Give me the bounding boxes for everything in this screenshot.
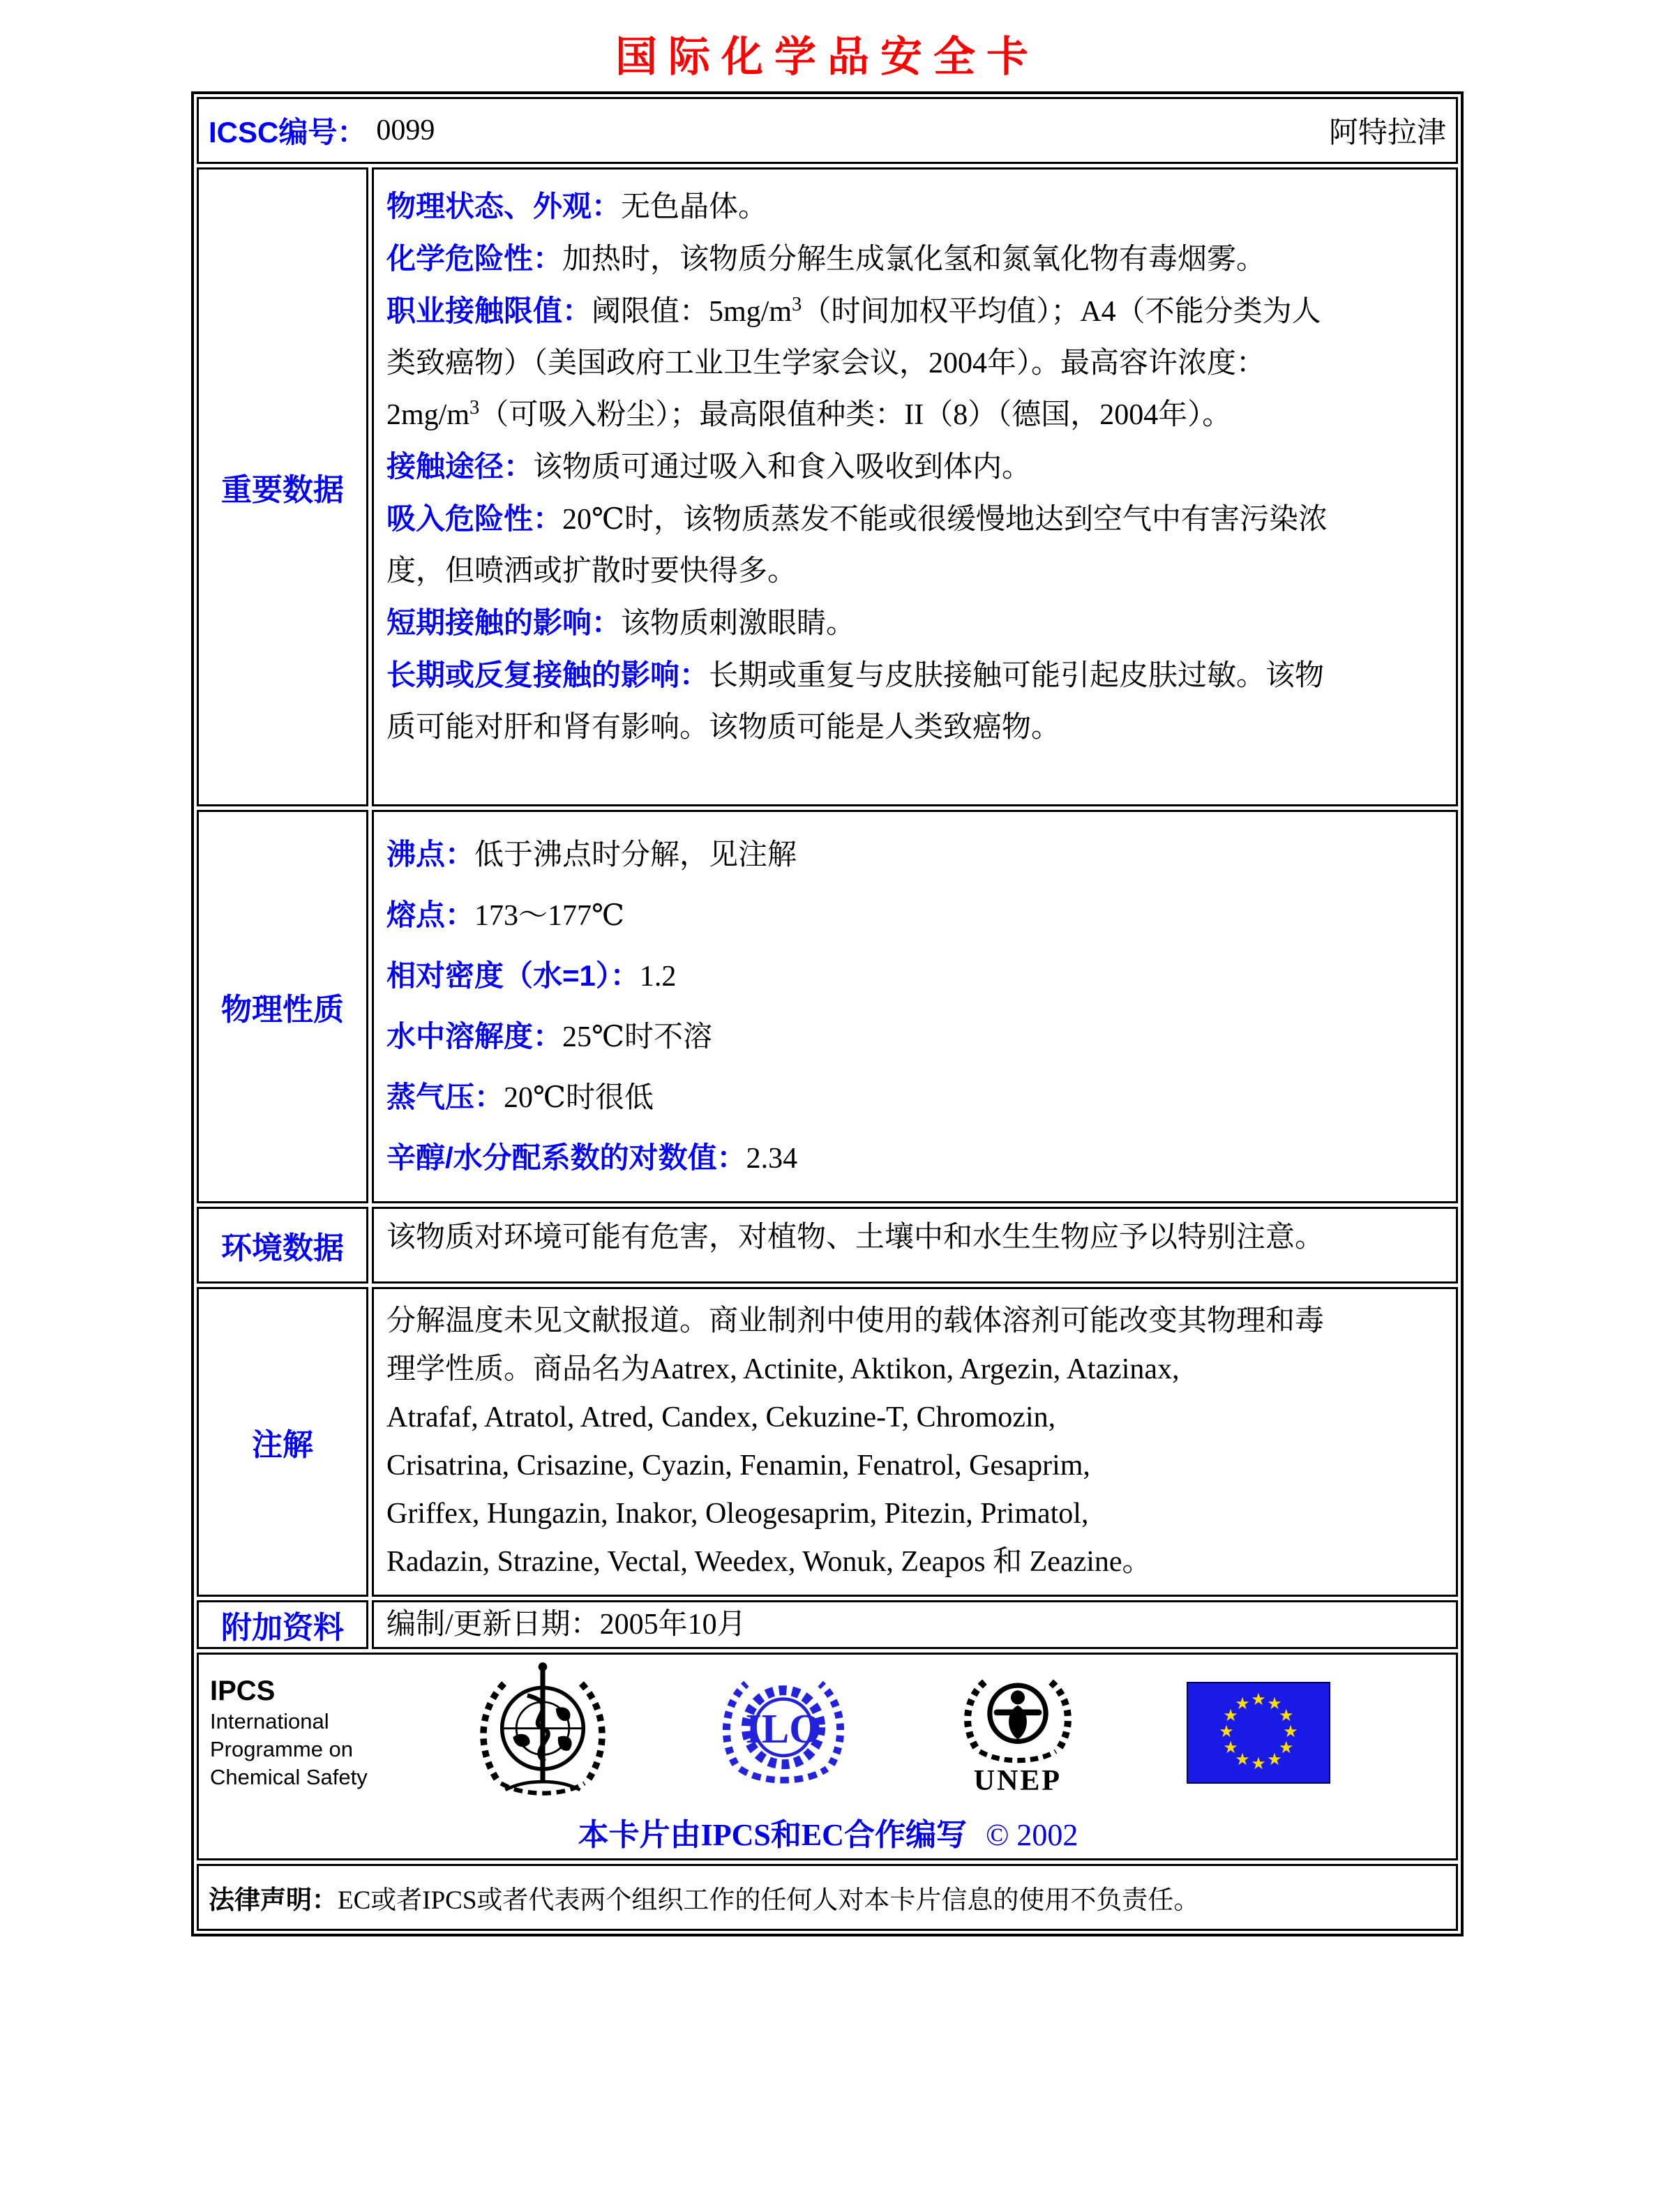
logo-band: [207, 1660, 1449, 1805]
row-label-text: 附加资料: [221, 1611, 344, 1645]
ilo-emblem-icon: [718, 1671, 849, 1795]
row-label-environmental-data: [197, 1207, 368, 1284]
field-label: 职业接触限值：: [386, 294, 592, 327]
row-label-text: 物理性质: [221, 993, 344, 1027]
icsc-card-table: [191, 91, 1464, 1936]
eu-star-icon: ★: [1251, 1755, 1266, 1773]
field-label: 水中溶解度：: [386, 1020, 563, 1053]
copyright-text: © 2002: [985, 1818, 1078, 1852]
row-label-additional-info: [197, 1600, 368, 1649]
logos-row: [197, 1653, 1458, 1860]
ipcs-logo-text: [210, 1674, 368, 1791]
row-label-text: 环境数据: [221, 1231, 344, 1265]
text-line: [386, 1219, 1443, 1256]
who-emblem-icon: [476, 1660, 609, 1805]
field-value: Griffex, Hungazin, Inakor, Oleogesaprim, Pitezin, Primatol,: [386, 1498, 1089, 1530]
ipcs-name-line: Chemical Safety: [210, 1765, 368, 1789]
field-value: Atrafaf, Atratol, Atred, Candex, Cekuzine-T, Chromozin,: [386, 1401, 1056, 1434]
field-value: 20℃时很低: [504, 1082, 654, 1114]
eu-flag-icon: [1187, 1682, 1330, 1784]
eu-star-icon: ★: [1223, 1739, 1238, 1757]
field-label: 相对密度（水=1）：: [386, 959, 640, 992]
text-line: [386, 493, 1443, 546]
text-line: [386, 389, 1443, 441]
eu-star-icon: ★: [1223, 1707, 1238, 1725]
chemical-name: 阿特拉津: [1328, 117, 1446, 149]
field-label: 接触途径：: [386, 450, 534, 483]
additional-info-content: [372, 1600, 1458, 1649]
field-label: 辛醇/水分配系数的对数值：: [386, 1141, 746, 1174]
field-value: 分解温度未见文献报道。商业制剂中使用的载体溶剂可能改变其物理和毒: [386, 1305, 1325, 1337]
page-title: 国际化学品安全卡: [615, 33, 1039, 80]
field-value: 该物质对环境可能有危害，对植物、土壤中和水生生物应予以特别注意。: [386, 1221, 1325, 1254]
text-line: [386, 1394, 1443, 1442]
text-line: [386, 285, 1443, 338]
important-data-content: [372, 167, 1458, 806]
unep-logo: [958, 1669, 1078, 1796]
field-value: Radazin, Strazine, Vectal, Weedex, Wonuk, Zeapos 和 Zeazine。: [386, 1546, 1152, 1578]
text-line: [386, 702, 1443, 753]
eu-star-icon: ★: [1235, 1750, 1250, 1769]
field-value: 低于沸点时分解，见注解: [474, 839, 797, 871]
field-value: 阈限值：$5mg/m^3$（时间加权平均值）；A4（不能分类为人: [592, 294, 1321, 328]
ipcs-name-line: Programme on: [210, 1737, 354, 1761]
ipcs-name-line: International: [210, 1709, 329, 1733]
header-cell: [197, 97, 1458, 164]
text-line: [386, 233, 1443, 285]
row-label-text: 重要数据: [221, 473, 344, 507]
text-line: [386, 649, 1443, 702]
environmental-data-content: [372, 1207, 1458, 1284]
text-line: [386, 181, 1443, 233]
unep-text: UNEP: [973, 1765, 1062, 1797]
eu-star-icon: ★: [1283, 1723, 1298, 1741]
text-line: [386, 1067, 1443, 1128]
field-label: 化学危险性：: [386, 242, 563, 275]
legal-text: EC或者IPCS或者代表两个组织工作的任何人对本卡片信息的使用不负责任。: [338, 1886, 1200, 1915]
field-value: 理学性质。商品名为Aatrex, Actinite, Aktikon, Argezin, Atazinax,: [386, 1353, 1180, 1385]
eu-star-icon: ★: [1267, 1750, 1282, 1769]
text-line: [386, 1607, 1443, 1642]
field-value: 1.2: [639, 961, 677, 993]
field-label: 吸入危险性：: [386, 502, 563, 535]
text-line: [386, 1007, 1443, 1067]
field-label: 短期接触的影响：: [386, 606, 622, 639]
field-value: $2mg/m^3$（可吸入粉尘）；最高限值种类：II（8）（德国，2004年）。: [386, 397, 1232, 431]
icsc-number-group: [209, 110, 435, 151]
footer-caption: [207, 1810, 1449, 1854]
text-line: [386, 885, 1443, 946]
text-line: [386, 546, 1443, 597]
text-line: [386, 441, 1443, 493]
text-line: [386, 1297, 1443, 1346]
icsc-number-value: 0099: [376, 114, 435, 146]
field-label: 物理状态、外观：: [386, 190, 622, 223]
text-line: [386, 946, 1443, 1007]
field-value: 20℃时，该物质蒸发不能或很缓慢地达到空气中有害污染浓: [562, 504, 1328, 536]
unep-emblem-icon: [958, 1669, 1078, 1766]
text-line: [386, 1346, 1443, 1394]
field-label: 熔点：: [386, 898, 475, 931]
field-label: 沸点：: [386, 838, 475, 871]
environmental-data-row: [197, 1207, 1458, 1284]
field-value: 该物质刺激眼睛。: [621, 608, 856, 640]
important-data-row: [197, 167, 1458, 806]
eu-star-icon: ★: [1279, 1739, 1294, 1757]
field-value: 173～177℃: [474, 900, 624, 932]
legal-label: 法律声明：: [209, 1886, 338, 1914]
text-line: [386, 825, 1443, 885]
caption-text: 本卡片由IPCS和EC合作编写: [578, 1818, 967, 1852]
row-label-important-data: [197, 167, 368, 806]
field-value: 25℃时不溶: [562, 1021, 712, 1053]
eu-star-icon: ★: [1235, 1695, 1250, 1714]
legal-row: [197, 1864, 1458, 1931]
field-value: 类致癌物）（美国政府工业卫生学家会议，2004年）。最高容许浓度：: [386, 347, 1266, 379]
field-value: 编制/更新日期：2005年10月: [386, 1609, 746, 1641]
field-label: 蒸气压：: [386, 1081, 504, 1113]
field-value: 质可能对肝和肾有影响。该物质可能是人类致癌物。: [386, 712, 1061, 744]
field-value: Crisatrina, Crisazine, Cyazin, Fenamin, Fenatrol, Gesaprim,: [386, 1450, 1090, 1482]
field-value: 该物质可通过吸入和食入吸收到体内。: [533, 451, 1032, 483]
header-row: [197, 97, 1458, 164]
ilo-text: ILO: [745, 1706, 822, 1752]
physical-properties-row: [197, 810, 1458, 1203]
notes-row: [197, 1287, 1458, 1597]
row-label-notes: [197, 1287, 368, 1597]
text-line: [386, 1490, 1443, 1538]
text-line: [386, 338, 1443, 389]
field-value: 加热时，该物质分解生成氯化氢和氮氧化物有毒烟雾。: [562, 243, 1266, 276]
text-line: [386, 1538, 1443, 1586]
field-value: 长期或重复与皮肤接触可能引起皮肤过敏。该物: [709, 660, 1325, 692]
field-value: 无色晶体。: [621, 191, 768, 223]
field-label: 长期或反复接触的影响：: [386, 659, 709, 691]
physical-properties-content: [372, 810, 1458, 1203]
field-value: 2.34: [746, 1143, 798, 1175]
additional-info-row: [197, 1600, 1458, 1649]
notes-content: [372, 1287, 1458, 1597]
row-label-physical-properties: [197, 810, 368, 1203]
text-line: [386, 1128, 1443, 1189]
ipcs-acronym: IPCS: [210, 1676, 276, 1706]
eu-star-icon: ★: [1251, 1691, 1266, 1709]
text-line: [386, 1442, 1443, 1490]
eu-star-icon: ★: [1279, 1707, 1294, 1725]
legal-cell: [197, 1864, 1458, 1931]
text-line: [386, 597, 1443, 649]
row-label-text: 注解: [252, 1428, 313, 1462]
field-value: 度，但喷洒或扩散时要快得多。: [386, 555, 797, 587]
eu-star-icon: ★: [1267, 1695, 1282, 1714]
logos-cell: [197, 1653, 1458, 1860]
eu-star-icon: ★: [1219, 1723, 1234, 1741]
icsc-number-label: ICSC编号：: [209, 116, 367, 149]
